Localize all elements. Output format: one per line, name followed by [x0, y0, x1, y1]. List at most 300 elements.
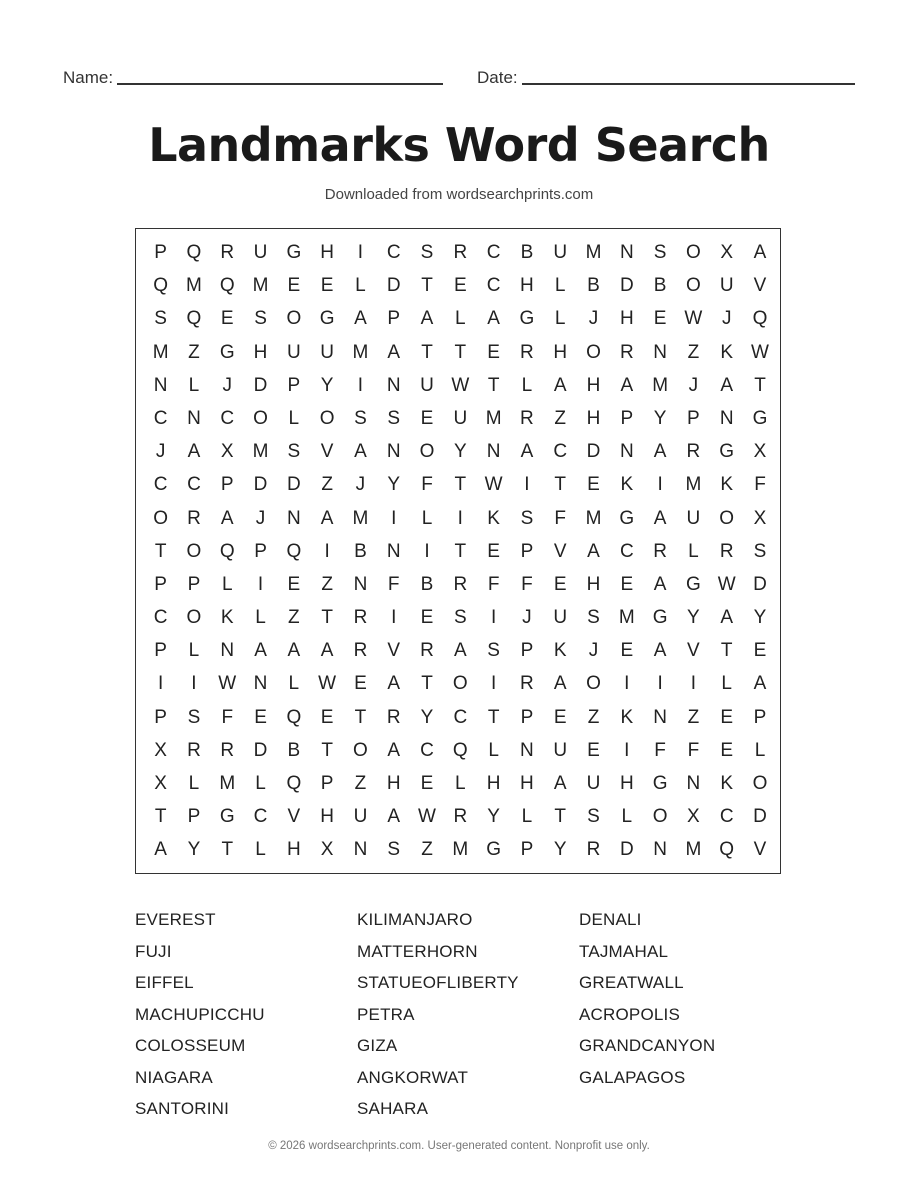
grid-letter: A [753, 242, 767, 263]
grid-letter: A [653, 507, 667, 529]
grid-letter: Z [587, 706, 600, 728]
grid-letter: V [753, 839, 767, 861]
grid-letter: A [420, 308, 434, 330]
grid-letter: T [454, 341, 467, 363]
grid-letter: A [387, 341, 401, 363]
grid-letter: L [288, 407, 300, 429]
grid-letter: W [717, 573, 736, 595]
grid-letter: M [485, 407, 502, 429]
grid-letter: L [455, 773, 466, 794]
grid-letter: O [452, 673, 468, 695]
grid-letter: O [686, 242, 701, 263]
grid-letter: R [453, 242, 468, 263]
grid-letter: T [154, 806, 167, 828]
grid-letter: X [154, 739, 167, 761]
grid-letter: M [585, 242, 602, 263]
grid-letter: A [587, 540, 600, 562]
footer-notice: © 2026 wordsearchprints.com. User-generated content. Nonprofit use only. [268, 1140, 650, 1152]
grid-letter: Z [687, 341, 700, 363]
grid-letter: H [586, 407, 601, 429]
grid-letter: A [653, 640, 667, 662]
grid-letter: G [652, 773, 668, 794]
grid-letter: E [587, 739, 600, 761]
grid-letter: I [657, 474, 663, 496]
grid-letter: T [321, 607, 333, 629]
grid-letter: A [220, 507, 234, 529]
grid-letter: L [554, 308, 566, 330]
grid-letter: J [155, 441, 166, 463]
grid-letter: E [753, 640, 767, 662]
word-list-item: SANTORINI [135, 1099, 230, 1118]
grid-letter: N [653, 341, 667, 363]
grid-letter: M [352, 341, 369, 363]
grid-letter: R [220, 739, 235, 761]
grid-letter: J [588, 308, 599, 330]
grid-letter: E [420, 607, 434, 629]
grid-letter: Y [187, 839, 201, 861]
grid-letter: O [686, 275, 701, 297]
grid-letter: N [486, 441, 501, 463]
grid-letter: M [618, 607, 635, 629]
grid-letter: N [653, 706, 667, 728]
grid-letter: T [487, 374, 500, 396]
grid-letter: S [587, 607, 600, 629]
grid-letter: T [487, 706, 500, 728]
grid-letter: G [319, 308, 335, 330]
grid-letter: S [387, 407, 401, 429]
grid-letter: L [355, 275, 366, 297]
grid-letter: M [352, 507, 369, 529]
grid-letter: E [720, 706, 734, 728]
grid-letter: P [287, 374, 301, 396]
grid-letter: R [520, 673, 534, 695]
grid-letter: O [186, 607, 202, 629]
grid-letter: N [286, 507, 301, 529]
grid-letter: O [186, 540, 202, 562]
grid-letter: P [620, 407, 634, 429]
grid-letter: V [320, 441, 334, 463]
grid-letter: N [187, 407, 201, 429]
grid-letter: S [254, 308, 267, 330]
grid-letter: H [520, 275, 534, 297]
grid-letter: L [521, 806, 533, 828]
grid-letter: L [221, 573, 233, 595]
grid-letter: L [754, 739, 766, 761]
grid-letter: V [287, 806, 301, 828]
grid-letter: O [719, 507, 735, 529]
word-list-item: SAHARA [357, 1099, 429, 1118]
word-list-item: STATUEOFLIBERTY [357, 973, 519, 992]
grid-letter: I [490, 673, 497, 695]
grid-letter: R [586, 839, 601, 861]
grid-letter: H [520, 773, 534, 794]
date-label: Date: [477, 68, 518, 87]
grid-letter: L [488, 739, 499, 761]
grid-letter: W [418, 806, 436, 828]
word-list-item: GIZA [357, 1036, 398, 1055]
grid-letter: U [553, 607, 568, 629]
grid-letter: T [354, 706, 367, 728]
grid-letter: H [553, 341, 568, 363]
grid-letter: L [255, 773, 266, 794]
grid-letter: M [219, 773, 236, 794]
word-list-item: DENALI [579, 910, 642, 929]
grid-letter: G [652, 607, 668, 629]
grid-letter: Y [753, 607, 767, 629]
grid-letter: L [255, 607, 266, 629]
grid-letter: N [619, 242, 634, 263]
grid-letter: I [490, 607, 497, 629]
grid-letter: A [720, 607, 734, 629]
grid-letter: L [554, 275, 566, 297]
grid-letter: E [653, 308, 667, 330]
grid-letter: G [719, 441, 735, 463]
grid-letter: A [620, 374, 634, 396]
grid-letter: D [253, 374, 268, 396]
word-list-item: GREATWALL [579, 973, 684, 992]
grid-letter: A [553, 673, 567, 695]
grid-letter: G [752, 407, 768, 429]
word-list-item: EVEREST [135, 910, 216, 929]
grid-letter: E [254, 706, 267, 728]
grid-letter: Q [286, 706, 302, 728]
grid-letter: N [153, 374, 168, 396]
grid-letter: P [520, 706, 534, 728]
word-list-item: KILIMANJARO [357, 910, 473, 929]
grid-letter: D [286, 474, 301, 496]
grid-letter: R [420, 640, 434, 662]
word-list-item: NIAGARA [135, 1067, 213, 1087]
name-underline[interactable] [117, 83, 443, 85]
word-list-item: EIFFEL [135, 973, 194, 992]
grid-letter: T [321, 739, 333, 761]
grid-letter: P [520, 640, 534, 662]
grid-letter: E [320, 275, 334, 297]
grid-letter: O [353, 739, 368, 761]
grid-letter: B [520, 242, 534, 263]
grid-letter: A [520, 441, 534, 463]
grid-letter: I [357, 374, 364, 396]
grid-letter: I [158, 673, 164, 695]
grid-letter: U [253, 242, 268, 263]
grid-letter: J [721, 308, 732, 330]
grid-letter: Q [186, 242, 202, 263]
grid-letter: B [420, 573, 434, 595]
grid-letter: O [286, 308, 302, 330]
grid-letter: I [457, 507, 463, 529]
word-list-item: MATTERHORN [357, 941, 478, 961]
grid-letter: U [420, 374, 434, 396]
grid-letter: F [687, 739, 700, 761]
grid-letter: C [153, 474, 168, 496]
grid-letter: I [690, 673, 697, 695]
grid-letter: N [520, 739, 534, 761]
grid-letter: F [754, 474, 766, 496]
grid-letter: A [320, 640, 334, 662]
grid-letter: I [257, 573, 264, 595]
grid-letter: P [387, 308, 401, 330]
grid-letter: Z [321, 474, 333, 496]
grid-letter: R [619, 341, 634, 363]
grid-letter: B [354, 540, 367, 562]
grid-letter: K [620, 474, 634, 496]
grid-letter: N [619, 441, 634, 463]
grid-letter: T [554, 806, 567, 828]
grid-letter: A [720, 374, 734, 396]
grid-letter: S [487, 640, 500, 662]
grid-letter: P [220, 474, 234, 496]
grid-letter: U [553, 242, 568, 263]
grid-letter: T [421, 275, 433, 297]
grid-letter: S [154, 308, 167, 330]
grid-letter: R [353, 640, 368, 662]
grid-letter: B [587, 275, 600, 297]
word-list [135, 910, 835, 1131]
grid-letter: S [287, 441, 301, 463]
grid-letter: C [187, 474, 201, 496]
grid-letter: E [453, 275, 467, 297]
grid-letter: Z [288, 607, 300, 629]
grid-letter: C [619, 540, 634, 562]
grid-letter: A [187, 441, 201, 463]
grid-letter: O [586, 673, 601, 695]
grid-letter: E [354, 673, 367, 695]
grid-letter: H [286, 839, 301, 861]
grid-letter: G [219, 806, 235, 828]
grid-letter: K [720, 341, 734, 363]
grid-letter: P [154, 706, 167, 728]
grid-letter: Z [354, 773, 367, 794]
grid-letter: L [421, 507, 433, 529]
grid-letter: I [324, 540, 330, 562]
grid-letter: Y [420, 706, 434, 728]
grid-letter: O [752, 773, 768, 794]
grid-letter: K [487, 507, 500, 529]
grid-letter: J [588, 640, 599, 662]
grid-letter: Y [387, 474, 401, 496]
grid-letter: N [253, 673, 268, 695]
grid-letter: T [221, 839, 234, 861]
grid-letter: S [420, 242, 434, 263]
grid-letter: M [685, 474, 702, 496]
grid-letter: Y [687, 607, 700, 629]
grid-letter: W [484, 474, 503, 496]
grid-letter: X [220, 441, 234, 463]
grid-letter: R [353, 607, 368, 629]
grid-letter: N [386, 540, 401, 562]
grid-letter: H [586, 374, 601, 396]
grid-letter: Y [653, 407, 667, 429]
grid-letter: A [154, 839, 167, 861]
grid-letter: S [753, 540, 767, 562]
grid-letter: L [188, 773, 200, 794]
grid-letter: I [191, 673, 197, 695]
word-list-item: PETRA [357, 1004, 415, 1024]
grid-letter: V [753, 275, 767, 297]
page-title: Landmarks Word Search [148, 118, 770, 172]
grid-letter: I [524, 474, 530, 496]
grid-letter: F [554, 507, 567, 529]
grid-letter: N [386, 441, 401, 463]
grid-letter: T [154, 540, 167, 562]
grid-letter: I [624, 739, 630, 761]
grid-letter: G [486, 839, 501, 861]
grid-letter: D [753, 806, 767, 828]
grid-letter: O [652, 806, 668, 828]
grid-letter: R [386, 706, 401, 728]
grid-letter: A [487, 308, 500, 330]
date-field[interactable] [477, 66, 855, 88]
grid-letter: H [486, 773, 501, 794]
grid-letter: W [318, 673, 337, 695]
grid-letter: V [387, 640, 401, 662]
grid-letter: N [386, 374, 401, 396]
grid-letter: Z [421, 839, 433, 861]
grid-letter: J [688, 374, 699, 396]
grid-letter: P [187, 806, 201, 828]
grid-letter: R [719, 540, 734, 562]
grid-letter: X [687, 806, 700, 828]
grid-letter: M [152, 341, 169, 363]
name-field[interactable] [63, 66, 443, 88]
grid-letter: D [619, 275, 634, 297]
grid-letter: R [187, 507, 201, 529]
grid-letter: F [221, 706, 234, 728]
grid-letter: W [751, 341, 769, 363]
grid-letter: M [685, 839, 702, 861]
grid-letter: H [619, 308, 634, 330]
grid-letter: E [287, 573, 301, 595]
grid-letter: D [619, 839, 634, 861]
grid-letter: B [653, 275, 667, 297]
grid-letter: U [686, 507, 701, 529]
grid-letter: A [653, 441, 667, 463]
grid-letter: P [154, 242, 167, 263]
grid-letter: P [154, 573, 167, 595]
grid-letter: F [387, 573, 400, 595]
grid-letter: P [687, 407, 700, 429]
grid-letter: L [188, 640, 200, 662]
grid-letter: H [253, 341, 268, 363]
word-list-item [579, 1099, 801, 1131]
grid-letter: X [753, 507, 767, 529]
grid-letter: P [254, 540, 267, 562]
grid-letter: P [320, 773, 334, 794]
grid-letter: A [354, 308, 367, 330]
grid-letter: C [153, 607, 168, 629]
grid-letter: Q [752, 308, 768, 330]
grid-letter: U [353, 806, 368, 828]
grid-letter: M [252, 275, 269, 297]
grid-letter: Z [554, 407, 567, 429]
grid-letter: C [253, 806, 268, 828]
grid-letter: T [754, 374, 766, 396]
grid-letter: Y [553, 839, 567, 861]
grid-letter: Y [487, 806, 500, 828]
grid-letter: A [387, 739, 401, 761]
grid-letter: X [154, 773, 167, 794]
grid-letter: R [686, 441, 701, 463]
grid-letter: M [652, 374, 669, 396]
grid-letter: C [153, 407, 168, 429]
grid-letter: Q [719, 839, 735, 861]
grid-letter: E [620, 640, 634, 662]
page-subtitle: Downloaded from wordsearchprints.com [324, 186, 594, 203]
grid-letter: M [186, 275, 202, 297]
grid-letter: K [720, 474, 734, 496]
grid-letter: H [320, 806, 334, 828]
grid-letter: X [720, 242, 734, 263]
grid-letter: A [753, 673, 767, 695]
grid-letter: V [553, 540, 567, 562]
grid-letter: E [487, 341, 500, 363]
grid-letter: I [357, 242, 364, 263]
grid-letter: H [619, 773, 634, 794]
grid-letter: Q [286, 540, 302, 562]
date-underline[interactable] [522, 83, 855, 85]
grid-letter: S [187, 706, 201, 728]
grid-letter: P [154, 640, 167, 662]
grid-letter: U [286, 341, 301, 363]
grid-letter: A [354, 441, 367, 463]
grid-letter: L [521, 374, 533, 396]
grid-letter: Y [453, 441, 467, 463]
grid-letter: G [619, 507, 635, 529]
grid-letter: H [320, 242, 334, 263]
grid-letter: A [553, 374, 567, 396]
grid-letter: T [554, 474, 567, 496]
grid-letter: E [287, 275, 301, 297]
grid-letter: I [657, 673, 663, 695]
word-list-item: FUJI [135, 941, 172, 961]
grid-letter: N [686, 773, 701, 794]
grid-letter: C [719, 806, 734, 828]
word-list-item: TAJMAHAL [579, 941, 669, 961]
grid-letter: T [720, 640, 733, 662]
grid-letter: E [320, 706, 334, 728]
grid-letter: L [621, 806, 633, 828]
grid-letter: L [688, 540, 699, 562]
grid-letter: M [585, 507, 602, 529]
grid-letter: N [719, 407, 734, 429]
grid-letter: C [486, 275, 501, 297]
grid-letter: D [753, 573, 767, 595]
grid-letter: B [287, 739, 301, 761]
grid-letter: U [586, 773, 601, 794]
grid-letter: W [218, 673, 237, 695]
grid-letter: E [620, 573, 634, 595]
grid-letter: J [222, 374, 232, 396]
word-list-item: GRANDCANYON [579, 1036, 716, 1055]
grid-letter: A [453, 640, 467, 662]
grid-letter: J [522, 607, 532, 629]
grid-letter: T [421, 341, 433, 363]
grid-letter: P [520, 540, 534, 562]
grid-letter: A [653, 573, 667, 595]
grid-letter: K [720, 773, 734, 794]
grid-letter: I [391, 607, 397, 629]
grid-letter: L [255, 839, 266, 861]
puzzle-grid [144, 236, 777, 867]
name-label: Name: [63, 68, 114, 87]
grid-letter: W [684, 308, 703, 330]
grid-letter: N [353, 573, 368, 595]
grid-letter: E [420, 407, 434, 429]
grid-letter: U [553, 739, 568, 761]
grid-letter: E [220, 308, 234, 330]
grid-letter: X [753, 441, 767, 463]
grid-letter: Z [321, 573, 333, 595]
